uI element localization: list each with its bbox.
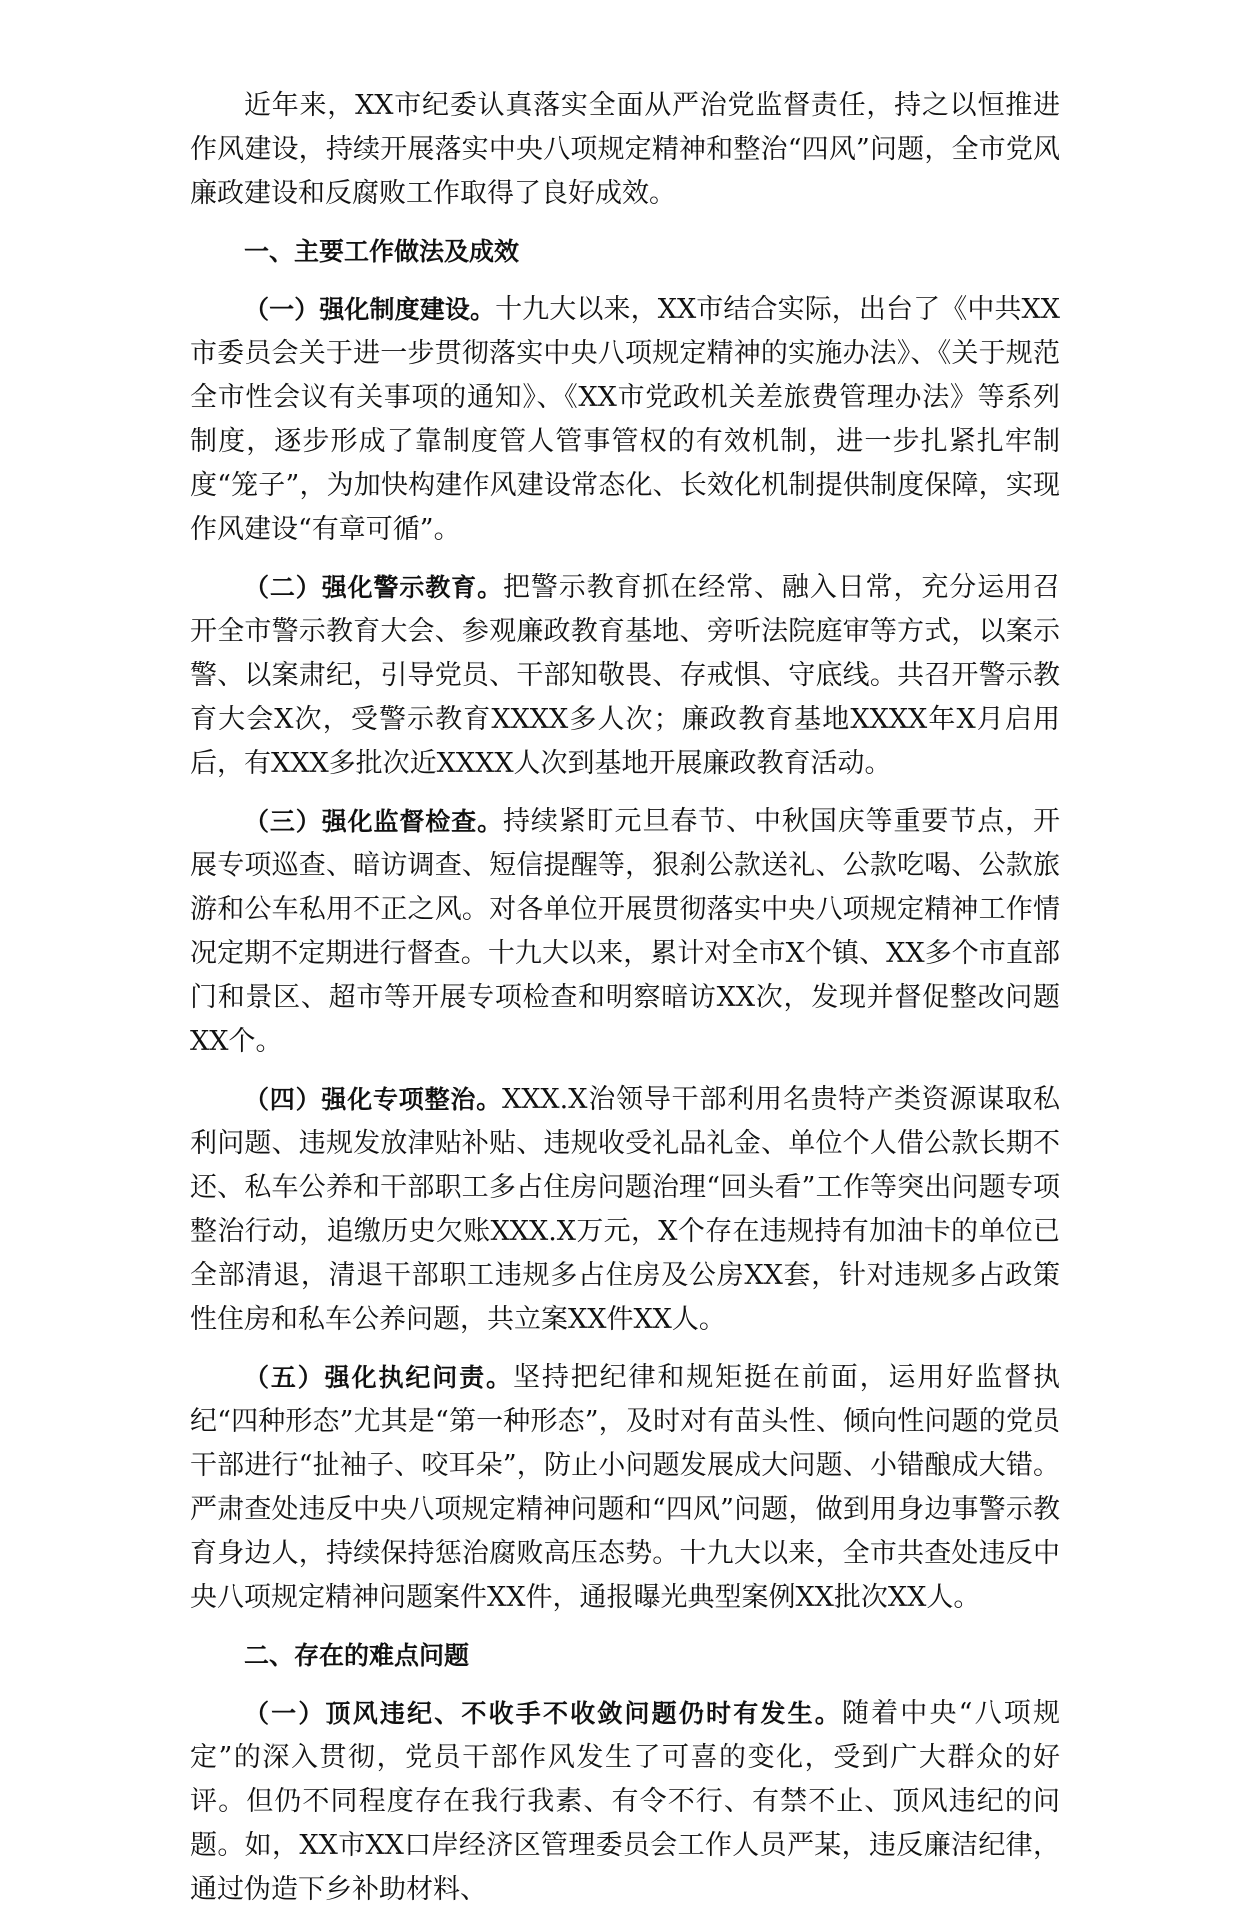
paragraph-1-1 <box>190 288 1060 552</box>
paragraph-lead: （五）强化执纪问责。 <box>244 1363 513 1392</box>
paragraph-1-2 <box>190 566 1060 786</box>
document-body <box>190 84 1060 1926</box>
paragraph-text: 随着中央“八项规定”的深入贯彻，党员干部作风发生了可喜的变化，受到广大群众的好评。但仍不同程度存在我行我素、有令不行、有禁不止、顶风违纪的问题。如，XX市XX口岸经济区管理委员会工作人员严某，违反廉洁纪律，通过伪造下乡补助材料、 <box>190 1698 1060 1905</box>
section-heading-2: 二、存在的难点问题 <box>244 1641 470 1670</box>
paragraph-text: 把警示教育抓在经常、融入日常，充分运用召开全市警示教育大会、参观廉政教育基地、旁听法院庭审等方式，以案示警、以案肃纪，引导党员、干部知敬畏、存戒惧、守底线。共召开警示教育大会X次，受警示教育XXXX多人次；廉政教育基地XXXX年X月启用后，有XXX多批次近XXXX人次到基地开展廉政教育活动。 <box>190 572 1060 779</box>
paragraph-lead: （二）强化警示教育。 <box>244 573 503 602</box>
paragraph-text: 坚持把纪律和规矩挺在前面，运用好监督执纪“四种形态”尤其是“第一种形态”，及时对有苗头性、倾向性问题的党员干部进行“扯袖子、咬耳朵”，防止小问题发展成大问题、小错酿成大错。严肃查处违反中央八项规定精神问题和“四风”问题，做到用身边事警示教育身边人，持续保持惩治腐败高压态势。十九大以来，全市共查处违反中央八项规定精神问题案件XX件，通报曝光典型案例XX批次XX人。 <box>190 1362 1060 1613</box>
paragraph-text: 十九大以来，XX市结合实际，出台了《中共XX市委员会关于进一步贯彻落实中央八项规定精神的实施办法》、《关于规范全市性会议有关事项的通知》、《XX市党政机关差旅费管理办法》等系列制度，逐步形成了靠制度管人管事管权的有效机制，进一步扎紧扎牢制度“笼子”，为加快构建作风建设常态化、长效化机制提供制度保障，实现作风建设“有章可循”。 <box>190 294 1060 545</box>
paragraph-lead: （四）强化专项整治。 <box>244 1085 502 1114</box>
paragraph-lead: （一）强化制度建设。 <box>244 295 496 324</box>
paragraph-1-3 <box>190 800 1060 1064</box>
intro-paragraph: 近年来，XX市纪委认真落实全面从严治党监督责任，持之以恒推进作风建设，持续开展落实中央八项规定精神和整治“四风”问题，全市党风廉政建设和反腐败工作取得了良好成效。 <box>190 90 1060 209</box>
section-heading-1: 一、主要工作做法及成效 <box>244 237 520 266</box>
paragraph-text: 持续紧盯元旦春节、中秋国庆等重要节点，开展专项巡查、暗访调查、短信提醒等，狠刹公款送礼、公款吃喝、公款旅游和公车私用不正之风。对各单位开展贯彻落实中央八项规定精神工作情况定期不定期进行督查。十九大以来，累计对全市X个镇、XX多个市直部门和景区、超市等开展专项检查和明察暗访XX次，发现并督促整改问题XX个。 <box>190 806 1060 1057</box>
paragraph-1-4 <box>190 1078 1060 1342</box>
paragraph-1-5 <box>190 1356 1060 1620</box>
paragraph-2-1 <box>190 1692 1060 1912</box>
paragraph-text: XXX.X治领导干部利用名贵特产类资源谋取私利问题、违规发放津贴补贴、违规收受礼品礼金、单位个人借公款长期不还、私车公养和干部职工多占住房问题治理“回头看”工作等突出问题专项整治行动，追缴历史欠账XXX.X万元，X个存在违规持有加油卡的单位已全部清退，清退干部职工违规多占住房及公房XX套，针对违规多占政策性住房和私车公养问题，共立案XX件XX人。 <box>190 1084 1060 1335</box>
paragraph-lead: （三）强化监督检查。 <box>244 807 503 836</box>
paragraph-lead: （一）顶风违纪、不收手不收敛问题仍时有发生。 <box>244 1699 842 1728</box>
